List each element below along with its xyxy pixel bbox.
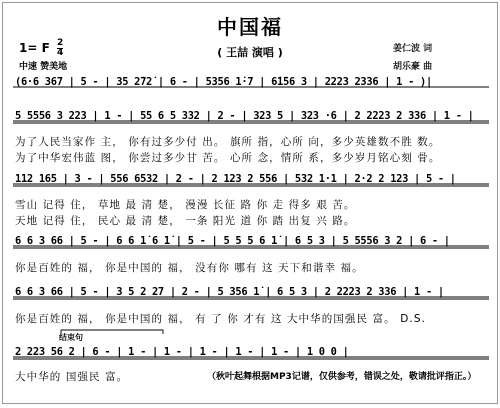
lyric-row-4: 你是百姓的 福， 你是中国的 福， 没有你 哪有 这 天下和谐幸 福。	[15, 262, 364, 274]
song-title: 中国福	[217, 15, 283, 39]
lyricist-credit: 姜仁波 词	[393, 44, 433, 54]
key-text: 1= F	[19, 41, 50, 55]
notation-row-5: 6 6 3 66 | 5 - | 3 5 2 27 | 2 - | 5 356 1̇ | 6 5 3 | 2 2223 2 336 | 1 - |	[15, 286, 444, 298]
notation-row-4: 6 6 3 66 | 5 - | 6 6 1̇ 6 1̇ | 5 - | 5 5 5 6 1̇ | 6 5 3 | 5 5556 3 2 | 6 - |	[15, 235, 450, 247]
lyric-row-3-verse-2: 天地 记得 住， 民心 最 清 楚， 一条 阳光 道 你 踏 出复 兴 路。	[15, 215, 356, 227]
lyric-row-2-verse-1: 为了人民当家作 主， 你有过多少付 出。 旗所 指，心所 向，多少英雄数不胜 数。	[15, 136, 441, 148]
lyric-row-5: 你是百姓的 福， 你是中国的 福， 有 了 你 才有 这 大中华的国强民 富。 D.S.	[15, 313, 427, 325]
notation-row-6: 2 223 56 2 | 6 - | 1 - | 1 - | 1 - | 1 - | 1 - | 1 0 0 |	[15, 346, 349, 358]
notation-row-3: 112 165 | 3 - | 556 6532 | 2 - | 2 123 2 556 | 532 1·1 | 2·2 2 123 | 5 - |	[15, 173, 456, 185]
transcriber-footnote: （秋叶起舞根据MP3记谱，仅供参考，错误之处，敬请批评指正。）	[207, 372, 477, 382]
lyric-row-2-verse-2: 为了中华宏伟蓝 图， 你尝过多少甘 苦。 心所 念，情所 系，多少岁月铭心刻 骨。	[15, 152, 441, 164]
time-top: 2	[56, 38, 64, 48]
key-signature	[19, 39, 63, 58]
composer-credit: 胡乐豪 曲	[393, 62, 433, 72]
lyric-row-6: 大中华的 国强民 富。	[15, 371, 129, 383]
ending-label: 结束句	[59, 333, 83, 342]
notation-row-2: 5 5556 3 223 | 1 - | 55 6 5 332 | 2 - | 323 5 | 323 ·6 | 2 2223 2 336 | 1 - |	[15, 110, 474, 122]
time-bottom: 4	[56, 48, 64, 58]
singer-credit: ( 王喆 演唱 )	[217, 46, 283, 59]
time-signature	[57, 39, 63, 58]
notation-row-1: (6·6 367 | 5 - | 35 2̇72̇ | 6 - | 5356 1̇·7 | 6̇1̇56 3 | 2223 2336 | 1 - )|	[15, 76, 432, 88]
lyric-row-3-verse-1: 雪山 记得 住， 草地 最 清 楚， 漫漫 长征 路 你 走 得多 艰 苦。	[15, 199, 356, 211]
tempo-marking: 中速 赞美地	[19, 62, 68, 72]
score-sheet	[2, 2, 498, 404]
